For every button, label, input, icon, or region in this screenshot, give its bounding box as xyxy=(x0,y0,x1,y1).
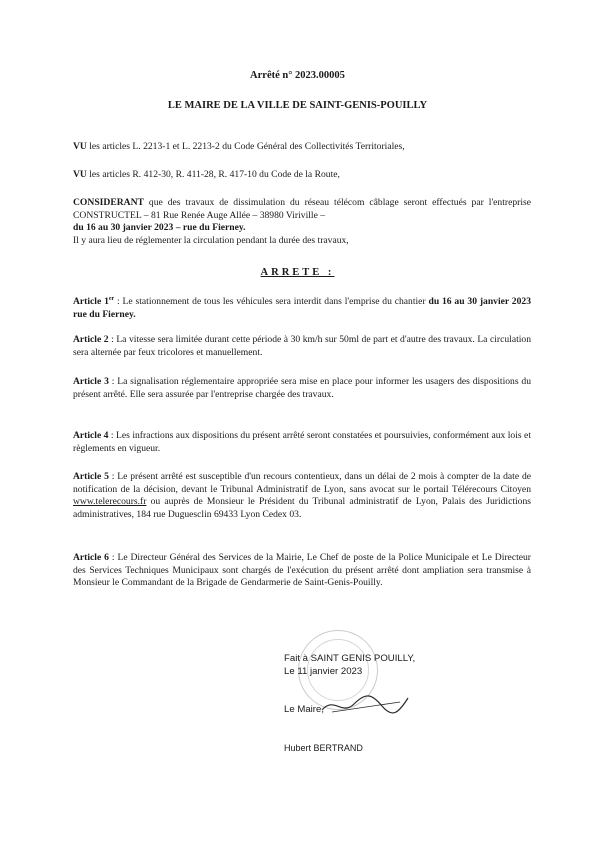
article-dates: du 16 au 30 janvier 2023 rue du Fierney. xyxy=(73,296,531,320)
article-text: : Les infractions aux dispositions du présent arrêté seront constatées et poursuivies, conformément aux lois et règlements en vigueur. xyxy=(73,430,531,454)
article-label: Article 5 xyxy=(73,471,109,482)
article-label: Article 3 xyxy=(73,376,109,387)
article-1 xyxy=(73,293,531,321)
article-text: : La vitesse sera limitée durant cette période à 30 km/h sur 50ml de part et d'autre des travaux. La circulation sera alternée par feux tricolores et manuellement. xyxy=(73,334,531,358)
signature-title: Le Maire, xyxy=(284,704,324,715)
article-label: Article 6 xyxy=(73,552,109,563)
handwritten-signature xyxy=(320,688,410,718)
vu-label: VU xyxy=(73,169,87,180)
vu-label: VU xyxy=(73,141,87,152)
vu-text: les articles R. 412-30, R. 411-28, R. 417-10 du Code de la Route, xyxy=(86,169,340,180)
arrete-heading: ARRETE : xyxy=(260,267,335,278)
signature-date: Le 11 janvier 2023 xyxy=(284,666,363,677)
article-text: : Le stationnement de tous les véhicules sera interdit dans l'emprise du chantier xyxy=(114,296,429,308)
article-6 xyxy=(73,552,531,590)
decree-number: Arrêté n° 2023.00005 xyxy=(250,70,345,81)
signatory-name: Hubert BERTRAND xyxy=(284,743,363,753)
article-2 xyxy=(73,334,531,359)
article-3 xyxy=(73,376,531,401)
considerant-label: CONSIDERANT xyxy=(73,197,144,208)
article-text: ou auprès de Monsieur le Président du Tribunal administratif de Lyon, Palais des Juridictions administratives, 184 rue Duguesclin 69433 Lyon Cedex 03. xyxy=(73,496,531,520)
considerant-dates: du 16 au 30 janvier 2023 – rue du Fierney. xyxy=(73,222,246,234)
article-text: : Le présent arrêté est susceptible d'un recours contentieux, dans un délai de 2 mois à compter de la date de notification de la décision, devant le Tribunal Administratif de Lyon, sans avocat sur le portail Télérecours Citoyen xyxy=(73,471,531,495)
considerant-line2: Il y aura lieu de réglementer la circulation pendant la durée des travaux, xyxy=(73,234,349,246)
article-label: Article 4 xyxy=(73,430,109,441)
signature-place: Fait à SAINT GENIS POUILLY, xyxy=(284,653,416,664)
vu-paragraph-2 xyxy=(73,169,531,182)
article-text: : La signalisation réglementaire appropriée sera mise en place pour informer les usagers des dispositions du présent arrêté. Elle sera assurée par l'entreprise chargée des travaux. xyxy=(73,376,531,400)
considerant-paragraph xyxy=(73,197,531,247)
vu-paragraph-1 xyxy=(73,141,531,154)
article-5 xyxy=(73,471,531,521)
issuing-authority: LE MAIRE DE LA VILLE DE SAINT-GENIS-POUILLY xyxy=(167,100,428,111)
article-label: Article 2 xyxy=(73,334,109,345)
article-label: Article 1er xyxy=(73,296,115,308)
considerant-text: que des travaux de dissimulation du réseau télécom câblage seront effectués par l'entreprise CONSTRUCTEL – 81 Rue Renée Auge Allée – 38980 Viriville – xyxy=(73,197,531,221)
vu-text: les articles L. 2213-1 et L. 2213-2 du Code Général des Collectivités Territoriales, xyxy=(86,141,405,152)
telerecours-link[interactable]: www.telerecours.fr xyxy=(73,496,147,508)
article-4 xyxy=(73,430,531,455)
article-text: : Le Directeur Général des Services de la Mairie, Le Chef de poste de la Police Municipale et Le Directeur des Services Techniques Municipaux sont chargés de l'exécution du présent arrêté dont ampliation sera transmise à Monsieur le Commandant de la Brigade de Gendarmerie de Saint-Genis-Pouilly. xyxy=(73,552,531,589)
